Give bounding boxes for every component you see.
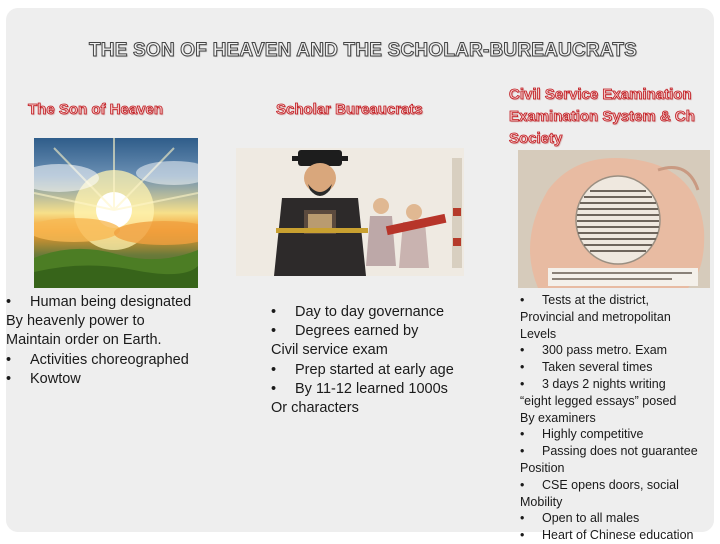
- bullet-list-scholar-bureaucrats: [271, 303, 454, 418]
- list-item: • Heart of Chinese education: [520, 528, 694, 543]
- list-item: • Taken several times: [520, 360, 653, 375]
- bullet-list-son-of-heaven: [6, 293, 191, 389]
- scholar-official-painting: [236, 148, 464, 276]
- column-heading-scholar-bureaucrats: Scholar Bureaucrats: [276, 101, 423, 118]
- heading-line: Examination System & Ch: [509, 108, 695, 125]
- list-item: • Prep started at early age: [271, 361, 454, 378]
- list-item: • Activities choreographed: [6, 351, 189, 368]
- cheat-sheet-in-hand-photo: [518, 150, 710, 288]
- list-item: Civil service exam: [271, 342, 388, 359]
- list-item: • Degrees earned by: [271, 323, 419, 340]
- list-item: By heavenly power to: [6, 313, 145, 330]
- list-item: • CSE opens doors, social: [520, 477, 679, 492]
- list-item: Maintain order on Earth.: [6, 332, 162, 349]
- bullet-list-civil-service: [520, 292, 698, 544]
- list-item: Mobility: [520, 494, 563, 509]
- list-item: Levels: [520, 326, 557, 341]
- heading-line: Society: [509, 130, 563, 147]
- list-item: Provincial and metropolitan: [520, 309, 671, 324]
- list-item: • Open to all males: [520, 511, 640, 526]
- list-item: “eight legged essays” posed: [520, 393, 677, 408]
- list-item: • 3 days 2 nights writing: [520, 376, 666, 391]
- slide-title: THE SON OF HEAVEN AND THE SCHOLAR-BUREAUCRATS: [88, 40, 638, 61]
- list-item: • Day to day governance: [271, 304, 445, 320]
- list-item: • Human being designated: [6, 294, 192, 310]
- sunrise-clouds-photo: [34, 138, 198, 288]
- list-item: • Highly competitive: [520, 427, 644, 442]
- list-item: • Passing does not guarantee: [520, 444, 698, 459]
- list-item: Position: [520, 460, 565, 475]
- heading-line: Civil Service Examination: [509, 86, 692, 103]
- list-item: • Kowtow: [6, 370, 81, 387]
- column-heading-civil-service: [509, 84, 720, 150]
- list-item: • By 11-12 learned 1000s: [271, 380, 448, 397]
- list-item: • 300 pass metro. Exam: [520, 343, 668, 358]
- list-item: Or characters: [271, 400, 359, 417]
- column-heading-son-of-heaven: The Son of Heaven: [28, 101, 164, 118]
- list-item: By examiners: [520, 410, 596, 425]
- list-item: • Tests at the district,: [520, 293, 649, 307]
